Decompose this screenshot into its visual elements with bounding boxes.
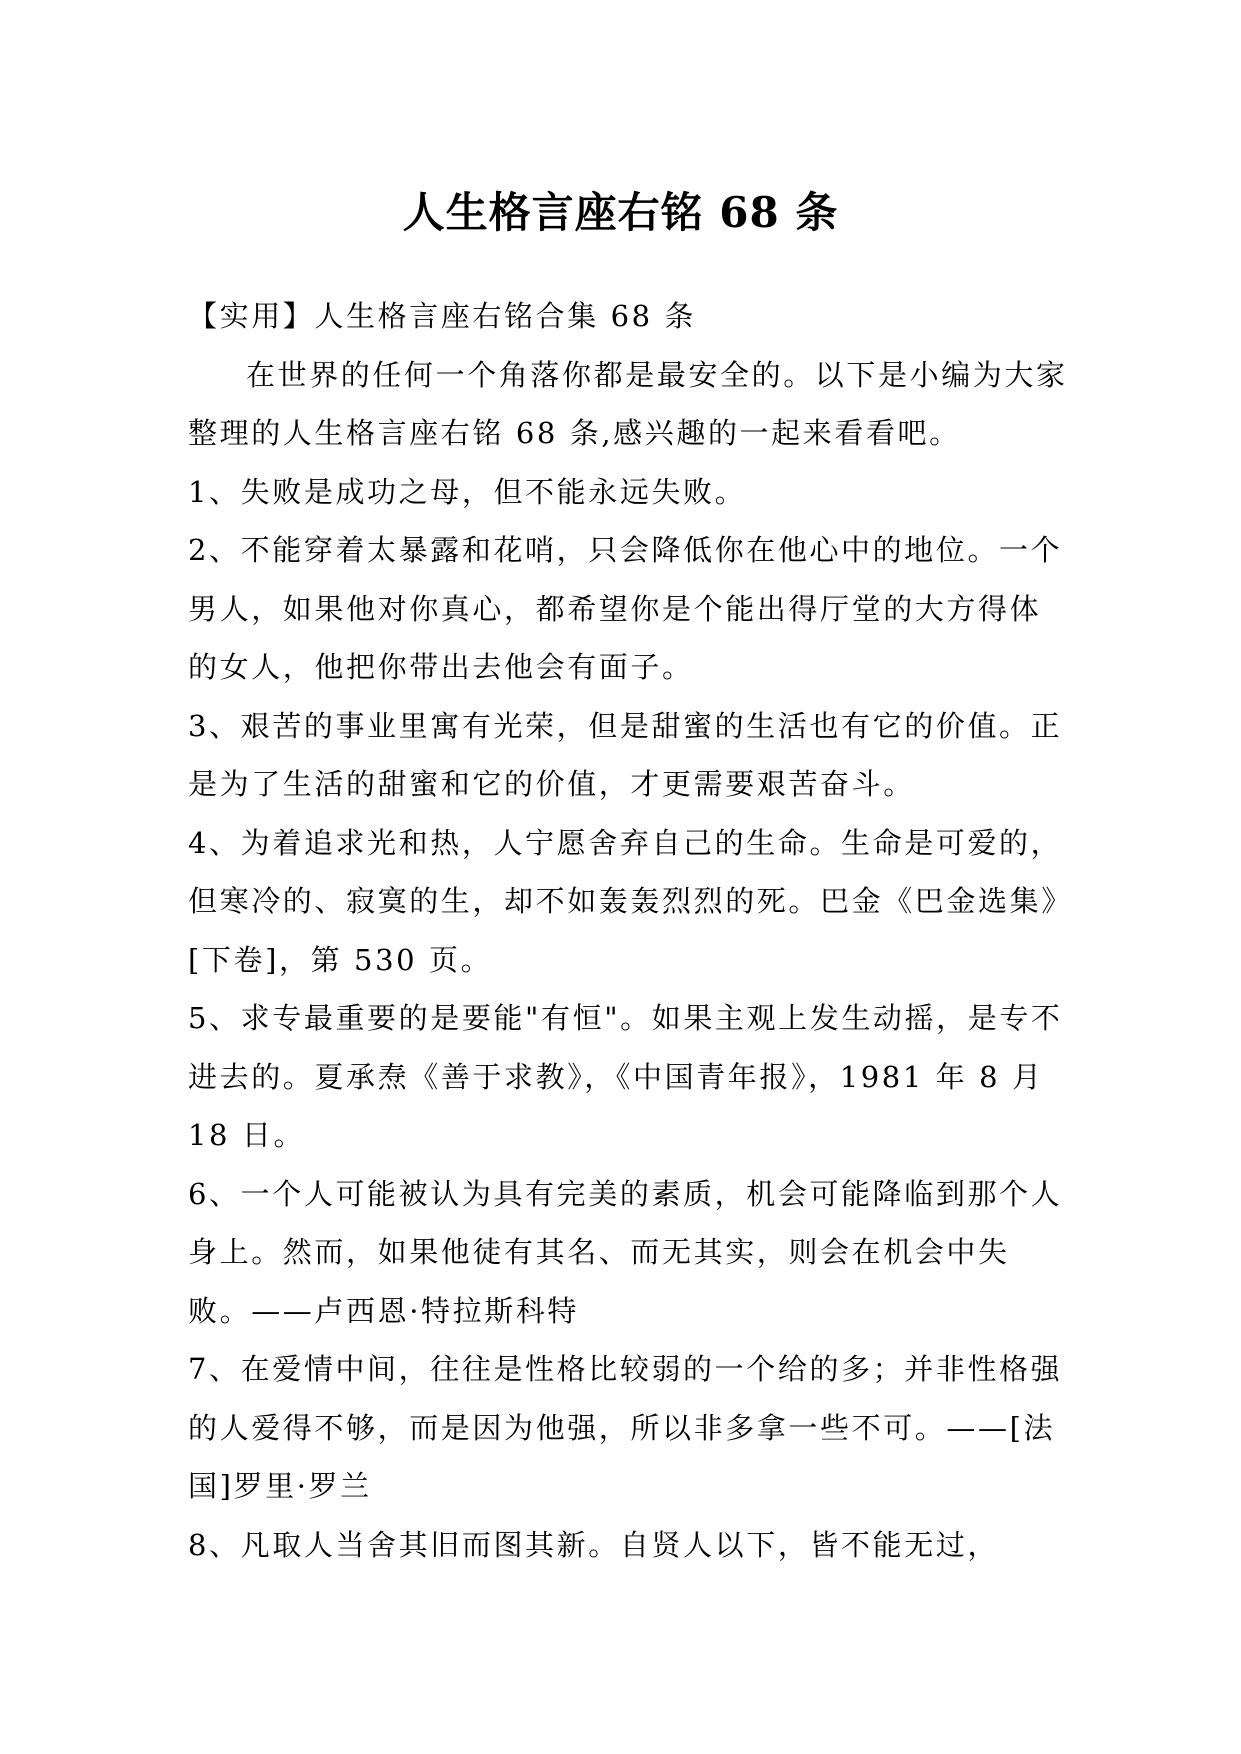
intro-paragraph: 在世界的任何一个角落你都是最安全的。以下是小编为大家整理的人生格言座右铭 68 条,感兴趣的一起来看看吧。 bbox=[188, 357, 1068, 450]
subtitle-paragraph: 【实用】人生格言座右铭合集 68 条 bbox=[188, 299, 697, 333]
document-body bbox=[188, 287, 1068, 1574]
quote-paragraph-5: 5、求专最重要的是要能"有恒"。如果主观上发生动摇，是专不进去的。夏承焘《善于求教》，《中国青年报》，1981 年 8 月 18 日。 bbox=[188, 1001, 1063, 1152]
quote-paragraph-7: 7、在爱情中间，往往是性格比较弱的一个给的多；并非性格强的人爱得不够，而是因为他强，所以非多拿一些不可。——[法国]罗里·罗兰 bbox=[188, 1352, 1063, 1503]
quote-paragraph-4: 4、为着追求光和热，人宁愿舍弃自己的生命。生命是可爱的，但寒冷的、寂寞的生，却不如轰轰烈烈的死。巴金《巴金选集》[下卷]，第 530 页。 bbox=[188, 825, 1063, 977]
document-title: 人生格言座右铭 68 条 bbox=[402, 188, 839, 238]
quote-paragraph-8: 8、凡取人当舍其旧而图其新。自贤人以下，皆不能无过， bbox=[188, 1527, 1000, 1562]
quote-paragraph-3: 3、艰苦的事业里寓有光荣，但是甜蜜的生活也有它的价值。正是为了生活的甜蜜和它的价值，才更需要艰苦奋斗。 bbox=[188, 708, 1063, 801]
quote-paragraph-1: 1、失败是成功之母，但不能永远失败。 bbox=[188, 474, 747, 509]
quote-paragraph-6: 6、一个人可能被认为具有完美的素质，机会可能降临到那个人身上。然而，如果他徒有其名、而无其实，则会在机会中失败。——卢西恩·特拉斯科特 bbox=[188, 1176, 1063, 1328]
quote-paragraph-2: 2、不能穿着太暴露和花哨，只会降低你在他心中的地位。一个男人，如果他对你真心，都希望你是个能出得厅堂的大方得体的女人，他把你带出去他会有面子。 bbox=[188, 533, 1063, 684]
